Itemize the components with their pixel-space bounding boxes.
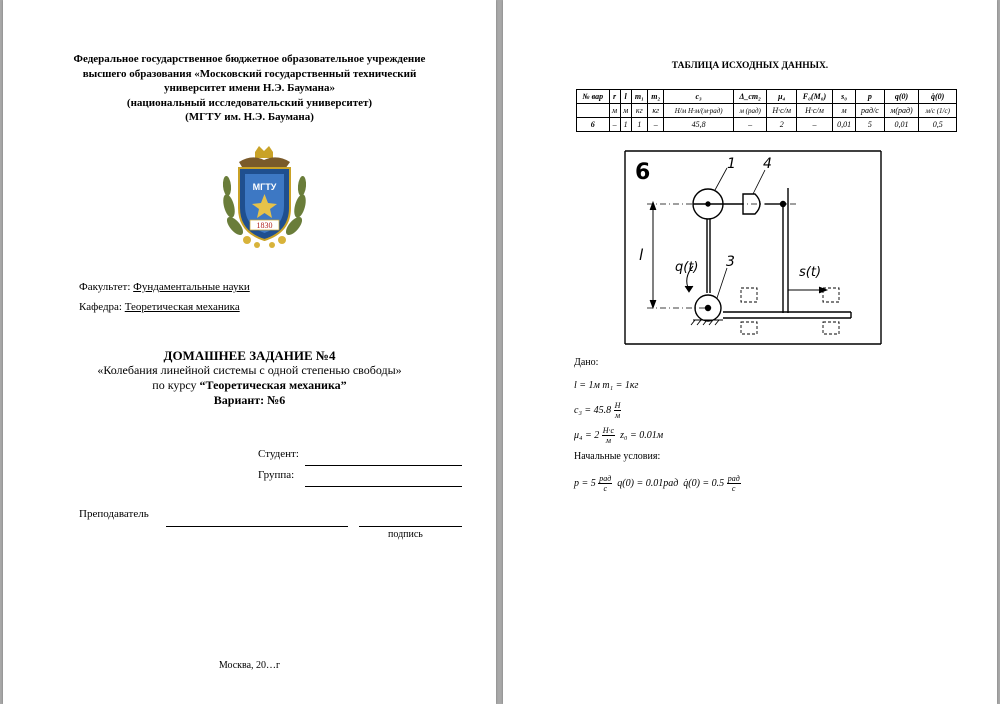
initial-conditions: p = 5 $\frac{\text{рад}}{с}$ q(0) = 0.01рад q̇(0) = 0.5 $\frac{\text{рад}}{с}$ [574,474,740,493]
header-cell: Δ_cm₂ [733,90,767,104]
title-page [3,0,496,704]
given-line-length-mass: l = 1м m₁ = 1кг [574,380,639,391]
table-data-row [577,118,957,132]
header-cell: c₃ [664,90,733,104]
unit-cell [577,104,610,118]
given-stiffness: c₃ = 45.8 $\frac{Н}{м}$ [574,401,621,420]
unit-cell: Н/м Н·м/(м·рад) [664,104,733,118]
unit-cell: кг [648,104,664,118]
initial-data-table [576,89,957,132]
unit-cell: Н·с/м [767,104,797,118]
unit-cell: м (рад) [733,104,767,118]
guide-right-lower [823,322,839,334]
teacher-label: Преподаватель [79,508,149,520]
label-3: 3 [726,254,735,270]
assignment-topic: «Колебания линейной системы с одной степенью свободы» [97,363,402,377]
svg-text:МГТУ: МГТУ [252,182,277,192]
header-cell: r [609,90,620,104]
data-cell: 0,01 [884,118,919,132]
header-cell: m₁ [631,90,647,104]
unit-cell: Н·с/м [796,104,832,118]
course-line: по курсу “Теоретическая механика” [152,378,347,392]
student-label: Студент: [258,448,299,460]
unit-cell: м [620,104,631,118]
signature-caption: подпись [388,529,423,540]
label-4-leader [753,170,765,194]
given-damping: μ₄ = 2 $\frac{Н\cdot с}{м}$ z₀ = 0.01м [574,426,664,445]
data-cell: – [796,118,832,132]
q-angle-arrow [685,286,693,292]
unit-cell: м [832,104,855,118]
label-3-leader [717,268,727,298]
task-page [503,0,997,704]
teacher-name-line [166,526,348,527]
faculty-line: Факультет: Фундаментальные науки [79,281,250,293]
guide-left-lower [741,322,757,334]
header-cell: F₀(M₀) [796,90,832,104]
data-cell: – [733,118,767,132]
data-cell: 1 [620,118,631,132]
header-cell: q(0) [884,90,919,104]
data-cell: – [609,118,620,132]
variant-line: Вариант: №6 [213,393,286,407]
data-cell: 0,5 [919,118,957,132]
label-4: 4 [763,156,772,172]
data-cell: 6 [577,118,610,132]
length-arrow-top [650,202,656,210]
assignment-title: ДОМАШНЕЕ ЗАДАНИЕ №4 [163,348,336,363]
group-field-line [305,486,462,487]
group-label: Группа: [258,469,295,481]
given-label: Дано: [574,357,599,368]
mechanism-diagram [623,148,885,346]
unit-cell: рад/с [856,104,884,118]
city-year-footer: Москва, 20…г [218,660,281,671]
data-cell: 1 [631,118,647,132]
assignment-block [23,348,476,408]
signature-line [359,526,462,527]
label-1-leader [715,168,727,190]
svg-text:1830: 1830 [256,221,273,230]
label-q: q(t) [675,260,699,275]
label-s: s(t) [799,265,822,280]
student-field-line [305,465,462,466]
header-cell: m₂ [648,90,664,104]
data-cell: 2 [767,118,797,132]
length-arrow-bottom [650,300,656,308]
header-cell: l [620,90,631,104]
header-cell: μ₄ [767,90,797,104]
body-3-hinge [706,306,711,311]
header-cell: p [856,90,884,104]
label-1: 1 [727,156,736,172]
department-line: Кафедра: Теоретическая механика [79,301,240,313]
data-cell: 0,01 [832,118,855,132]
variant-number-label: 6 [635,160,651,185]
table-title: ТАБЛИЦА ИСХОДНЫХ ДАННЫХ. [671,61,829,71]
unit-cell: м [609,104,620,118]
header-cell: № вар [577,90,610,104]
table-header-row [577,90,957,104]
data-cell: 5 [856,118,884,132]
unit-cell: кг [631,104,647,118]
header-cell: q̇(0) [919,90,957,104]
data-cell: – [648,118,664,132]
initial-conditions-label: Начальные условия: [574,451,661,462]
unit-cell: м(рад) [884,104,919,118]
table-units-row [577,104,957,118]
label-length: l [639,246,644,264]
body-1-hinge [706,202,710,206]
guide-left-upper [741,288,757,302]
institution-header: Федеральное государственное бюджетное образовательное учреждение высшего образования «Московский государственный технический университет имени Н.Э. Баумана» (национальный исследовательский университет) (МГТУ им. Н.Э. Баумана) [73,53,426,123]
unit-cell: м/с (1/с) [919,104,957,118]
data-cell: 45,8 [664,118,733,132]
header-cell: s₀ [832,90,855,104]
university-emblem [217,146,312,251]
